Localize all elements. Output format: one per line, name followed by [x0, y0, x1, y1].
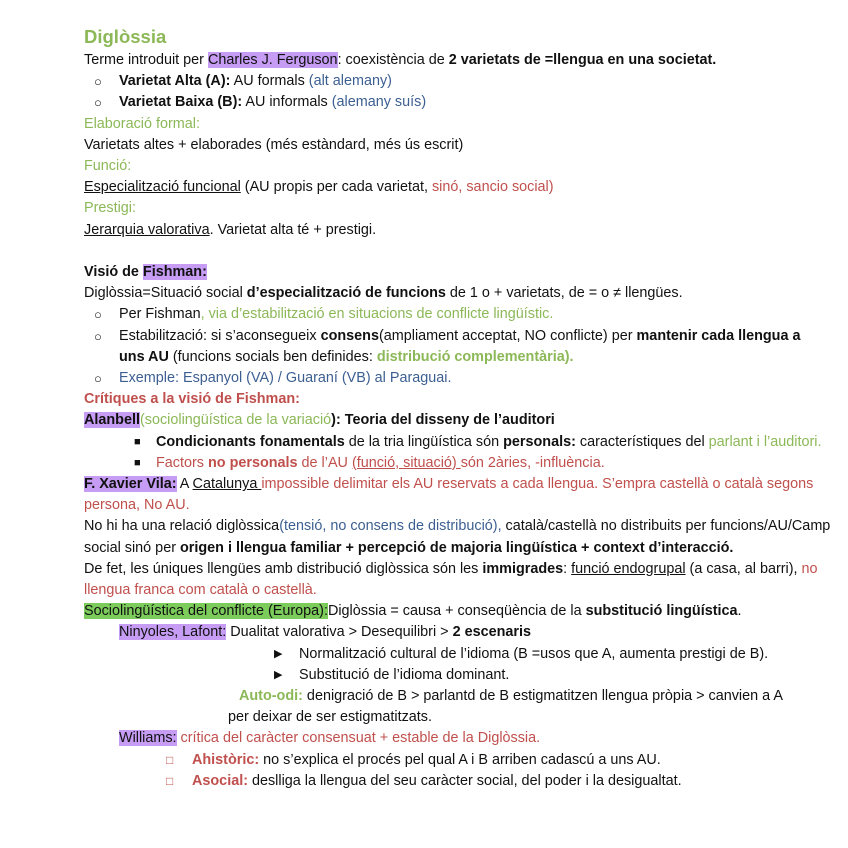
s2a: Factors	[156, 454, 208, 471]
funcio-red: sinó, sancio social)	[431, 179, 554, 196]
vila-cat: Catalunya	[192, 476, 262, 493]
alanbell-line	[84, 410, 836, 431]
checkbox-bullet-icon: □	[166, 752, 174, 767]
list-item-alanbell-1	[84, 432, 836, 453]
auto-odi-line-2: per deixar de ser estigmatitzats.	[228, 709, 432, 726]
square-bullet-icon: ■	[134, 435, 141, 448]
p3d: funció endogrupal	[571, 560, 686, 577]
s1c: personals:	[503, 433, 576, 450]
ninyoles-bold: 2 escenaris	[452, 624, 531, 641]
heading-fishman	[84, 262, 836, 283]
vila-paragraph	[84, 474, 836, 516]
list-item-williams-2	[84, 771, 836, 792]
socio-period: .	[737, 603, 742, 620]
funcio-underline: Especialització funcional	[84, 179, 241, 196]
socio-t1: Diglòssia = causa + conseqüència de la	[327, 603, 586, 620]
prestigi-text	[84, 220, 836, 241]
p2b: (tensió, no consens de distribució),	[279, 518, 502, 535]
highlight-vila: F. Xavier Vila:	[84, 476, 177, 493]
b2a: Estabilització: si s’aconsegueix	[119, 327, 321, 344]
alanbell-title: ): Teoria del disseny de l’auditori	[331, 412, 555, 429]
elaboracio-text: Varietats altes + elaborades (més estàndard, més ús escrit)	[84, 136, 464, 153]
highlight-alanbell: Alanbell	[84, 412, 140, 429]
vila-red: impossible delimitar els AU reservats a cada llengua. S’empra castellà o català segons persona, No AU.	[84, 476, 814, 514]
prestigi-underline: Jerarquia valorativa	[84, 221, 210, 238]
list-item-fishman-2	[84, 326, 836, 368]
i1b: no s’explica el procés pel qual A i B arriben cadascú a uns AU.	[259, 751, 661, 768]
highlight-ninyoles: Ninyoles, Lafont:	[119, 624, 227, 641]
list-item-fishman-1	[84, 304, 836, 325]
fishman-definition	[84, 283, 836, 304]
checkbox-bullet-icon: □	[166, 773, 174, 788]
arrow-bullet-icon: ▶	[274, 647, 283, 660]
p3b: immigrades	[482, 560, 564, 577]
b1a: Per Fishman	[119, 306, 201, 323]
s2b: no personals	[207, 454, 298, 471]
williams-line	[84, 728, 836, 749]
funcio-text	[84, 177, 836, 198]
spacer	[84, 241, 836, 262]
auto-odi-text: denigració de B > parlantd de B estigmatitzen llengua pròpia > canvien a A	[302, 688, 783, 705]
p2c: català/castellà no distribuits per funcions/AU/Camp social sinó per	[84, 518, 831, 556]
list-item-fishman-3	[84, 368, 836, 389]
prestigi-plain: . Varietat alta té + prestigi.	[209, 221, 377, 238]
p3c: :	[563, 560, 572, 577]
vila-paragraph-2	[84, 516, 836, 558]
intro-text-2: : coexistència de	[337, 52, 449, 68]
highlight-fishman: Fishman:	[142, 264, 207, 281]
highlight-socio: Sociolingüística del conflicte (Europa):	[84, 603, 328, 620]
b2e: (funcions socials ben definides:	[168, 348, 377, 365]
a2: Substitució de l’idioma dominant.	[299, 666, 510, 683]
p2a: No hi ha una relació diglòssica	[84, 518, 280, 535]
list-item-alanbell-2	[84, 453, 836, 474]
a1: Normalització cultural de l’idioma (B =usos que A, aumenta prestigi de B).	[299, 645, 769, 662]
auto-odi-label: Auto-odi:	[239, 688, 303, 705]
funcio-plain: (AU propis per cada varietat,	[240, 179, 432, 196]
b2c: (ampliament acceptat, NO conflicte) per	[378, 327, 637, 344]
auto-odi-line	[84, 686, 836, 707]
b2b: consens	[320, 327, 379, 344]
vila-t1: A	[176, 476, 193, 493]
def-2: de 1 o + varietats, de = o ≠ llengües.	[445, 285, 683, 302]
document	[84, 24, 836, 792]
def-1: Diglòssia=Situació social	[84, 285, 247, 302]
socio-line	[84, 601, 836, 622]
williams-red: crítica del caràcter consensuat + estable de la Diglòssia.	[176, 730, 541, 747]
s2d: (funció, situació)	[351, 454, 461, 471]
page-title: Diglòssia	[84, 26, 167, 47]
i2b: deslliga la llengua del seu caràcter social, del poder i la desigualtat.	[247, 772, 682, 789]
list-item-williams-1	[84, 750, 836, 771]
i1a: Ahistòric:	[192, 751, 260, 768]
heading-funcio: Funció:	[84, 158, 132, 175]
p3f: no llengua franca com català o castellà.	[84, 560, 818, 599]
p2d: origen i llengua familiar + percepció de majoria lingüística + context d’interacció.	[180, 539, 734, 556]
highlight-ferguson: Charles J. Ferguson	[207, 52, 338, 68]
s1e: parlant i l’auditori.	[708, 433, 822, 450]
s1b: de la tria lingüística són	[344, 433, 504, 450]
list-item-alta	[84, 71, 836, 92]
i2a: Asocial:	[192, 772, 248, 789]
list-item-escenari-2	[84, 665, 836, 686]
circle-bullet-icon: ○	[94, 74, 102, 90]
intro-line	[84, 50, 836, 71]
p3a: De fet, les úniques llengües amb distribució diglòssica són les	[84, 560, 483, 577]
variant-label: Varietat Baixa (B):	[119, 94, 243, 111]
variant-text: AU formals	[230, 73, 309, 90]
s1d: característiques del	[575, 433, 709, 450]
variant-label: Varietat Alta (A):	[119, 73, 231, 90]
variant-note: (alt alemany)	[308, 73, 392, 90]
list-item-escenari-1	[84, 644, 836, 665]
s2e: són 2àries, -influència.	[460, 454, 605, 471]
heading-prestigi: Prestigi:	[84, 200, 136, 217]
b2f: distribució complementària).	[376, 348, 574, 365]
socio-bold: substitució lingüística	[585, 603, 738, 620]
b2d: mantenir cada llengua a uns AU	[119, 327, 801, 365]
p3e: (a casa, al barri),	[685, 560, 802, 577]
square-bullet-icon: ■	[134, 456, 141, 469]
fishman-h1: Visió de	[84, 264, 143, 281]
b3: Exemple: Espanyol (VA) / Guaraní (VB) al Paraguai.	[119, 370, 452, 387]
highlight-williams: Williams:	[119, 730, 177, 747]
b1b: , via d’estabilització en situacions de conflicte lingüístic.	[200, 306, 554, 323]
s2c: de l’AU	[297, 454, 352, 471]
def-bold: d’especialització de funcions	[246, 285, 446, 302]
ninyoles-t1: Dualitat valorativa > Desequilibri >	[226, 624, 453, 641]
circle-bullet-icon: ○	[94, 95, 102, 111]
heading-elaboracio: Elaboració formal:	[84, 115, 200, 132]
intro-bold: 2 varietats de =llengua en una societat.	[448, 52, 717, 68]
s1a: Condicionants fonamentals	[156, 433, 345, 450]
circle-bullet-icon: ○	[94, 328, 102, 344]
alanbell-paren: (sociolingüística de la variació	[139, 412, 332, 429]
intro-text: Terme introduit per	[84, 52, 208, 68]
variant-note: (alemany suís)	[331, 94, 427, 111]
vila-paragraph-3	[84, 559, 836, 601]
arrow-bullet-icon: ▶	[274, 668, 283, 681]
list-item-baixa	[84, 92, 836, 113]
circle-bullet-icon: ○	[94, 371, 102, 387]
circle-bullet-icon: ○	[94, 307, 102, 323]
ninyoles-line	[84, 622, 836, 643]
variant-text: AU informals	[242, 94, 332, 111]
heading-critiques: Crítiques a la visió de Fishman:	[84, 391, 300, 408]
